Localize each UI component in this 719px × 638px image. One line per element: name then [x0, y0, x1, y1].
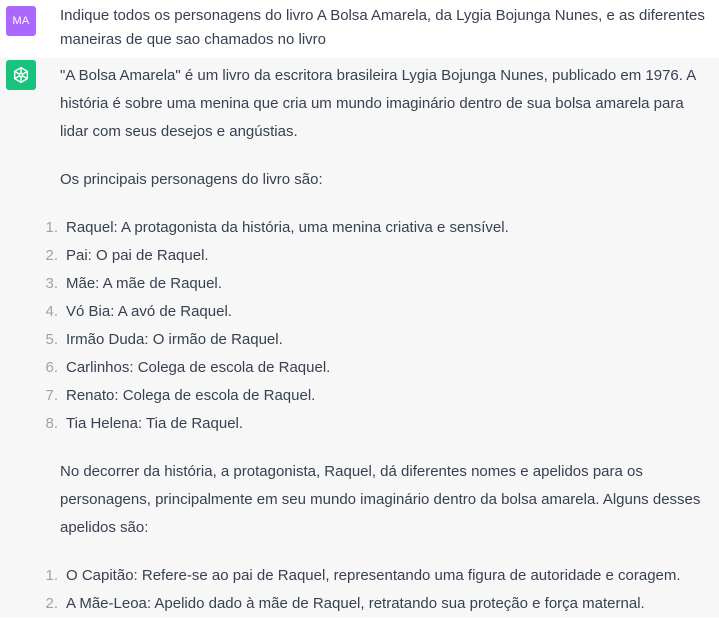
list-item: 1. Raquel: A protagonista da história, uma menina criativa e sensível.: [45, 219, 509, 236]
list-item: 2. Pai: O pai de Raquel.: [45, 247, 209, 264]
characters-list: [45, 214, 715, 438]
characters-heading: Os principais personagens do livro são:: [60, 171, 323, 188]
openai-logo-icon: [6, 60, 36, 90]
intro-paragraph: "A Bolsa Amarela" é um livro da escritora brasileira Lygia Bojunga Nunes, publicado em 1976. A história é sobre uma menina que cria um mundo imaginário dentro de sua bolsa amarela para lidar com seus desejos e angústias.: [60, 67, 696, 140]
nicknames-list: [45, 562, 715, 618]
list-item: 5. Irmão Duda: O irmão de Raquel.: [45, 331, 283, 348]
user-avatar: MA: [6, 6, 36, 36]
list-item: 8. Tia Helena: Tia de Raquel.: [45, 415, 244, 432]
user-message-row: [0, 0, 719, 58]
list-item: 4. Vó Bia: A avó de Raquel.: [45, 303, 232, 320]
list-item: 6. Carlinhos: Colega de escola de Raquel.: [45, 359, 331, 376]
assistant-message-row: [0, 58, 719, 618]
assistant-message-body: [45, 62, 715, 638]
nicknames-intro: No decorrer da história, a protagonista, Raquel, dá diferentes nomes e apelidos para os personagens, principalmente em seu mundo imaginário dentro da bolsa amarela. Alguns desses apelidos são:: [60, 463, 701, 536]
list-item: 3. Mãe: A mãe de Raquel.: [45, 275, 222, 292]
list-item: 1. O Capitão: Refere-se ao pai de Raquel, representando uma figura de autoridade e coragem.: [45, 567, 681, 584]
list-item: 7. Renato: Colega de escola de Raquel.: [45, 387, 316, 404]
user-message-text: Indique todos os personagens do livro A Bolsa Amarela, da Lygia Bojunga Nunes, e as diferentes maneiras de que sao chamados no livro: [60, 7, 705, 48]
list-item: 2. A Mãe-Leoa: Apelido dado à mãe de Raquel, retratando sua proteção e força maternal.: [45, 595, 645, 612]
